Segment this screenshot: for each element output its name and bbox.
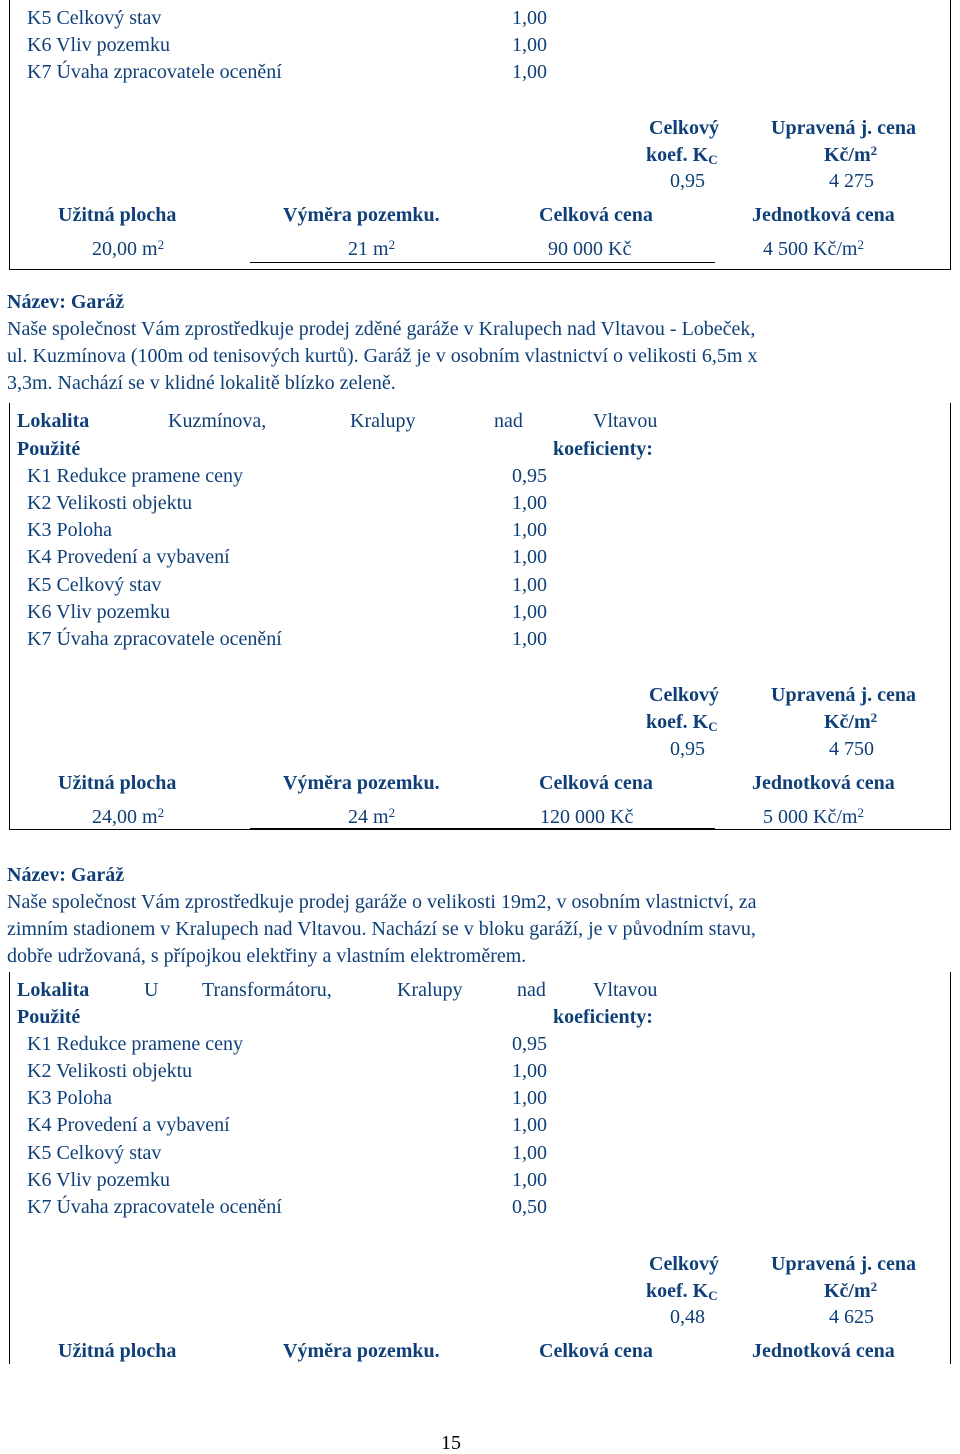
- total-coef: 0,95: [670, 738, 705, 760]
- coef-value: 1,00: [512, 519, 547, 541]
- listing-description: Naše společnost Vám zprostředkuje prodej garáže o velikosti 19m2, v osobním vlastnictví, za: [7, 891, 757, 913]
- coef-label: K5 Celkový stav: [27, 7, 162, 29]
- header-celkova: Celková cena: [539, 1340, 653, 1362]
- adjusted-price: 4 625: [829, 1306, 874, 1328]
- coef-label: K5 Celkový stav: [27, 1142, 162, 1164]
- coef-label: K6 Vliv pozemku: [27, 1169, 170, 1191]
- coef-label: K6 Vliv pozemku: [27, 34, 170, 56]
- coef-label: K6 Vliv pozemku: [27, 601, 170, 623]
- header-uzitna: Užitná plocha: [58, 204, 177, 226]
- header-jednotkova: Jednotková cena: [752, 204, 895, 226]
- land-area: 21 $m^2$: [348, 237, 396, 260]
- coef-label: K2 Velikosti objektu: [27, 492, 193, 514]
- coefficients-label: koeficienty:: [553, 438, 653, 460]
- location-word: Kralupy: [350, 410, 416, 432]
- location-word: Kralupy: [397, 979, 463, 1001]
- coef-value: 1,00: [512, 7, 547, 29]
- header-upravena: Upravená j. cena: [771, 1253, 916, 1275]
- listing-description: Naše společnost Vám zprostředkuje prodej zděné garáže v Kralupech nad Vltavou - Lobeček,: [7, 318, 756, 340]
- coef-value: 1,00: [512, 574, 547, 596]
- header-upravena: Upravená j. cena: [771, 117, 916, 139]
- location-word: U: [144, 979, 159, 1001]
- coef-value: 1,00: [512, 1114, 547, 1136]
- location-word: Vltavou: [593, 979, 658, 1001]
- underline: [250, 262, 715, 263]
- coef-label: K4 Provedení a vybavení: [27, 1114, 230, 1136]
- total-price: 120 000 Kč: [540, 806, 634, 828]
- location-word: Vltavou: [593, 410, 658, 432]
- frame-left: [9, 0, 10, 270]
- unit-price: 5 000 $Kč/m^2$: [763, 805, 864, 828]
- header-koef: koef. $K_C$: [646, 144, 718, 167]
- header-koef: koef. $K_C$: [646, 1280, 718, 1303]
- header-vymera: Výměra pozemku.: [283, 772, 440, 794]
- header-koef: koef. $K_C$: [646, 711, 718, 734]
- usable-area: 24,00 $m^2$: [92, 805, 165, 828]
- coef-value: 0,50: [512, 1196, 547, 1218]
- header-uzitna: Užitná plocha: [58, 1340, 177, 1362]
- coef-value: 1,00: [512, 1087, 547, 1109]
- coef-label: K5 Celkový stav: [27, 574, 162, 596]
- used-label: Použité: [17, 438, 81, 460]
- coef-label: K1 Redukce pramene ceny: [27, 465, 244, 487]
- location-label: Lokalita: [17, 979, 90, 1001]
- location-word: Transformátoru,: [202, 979, 332, 1001]
- frame-left: [9, 972, 10, 1364]
- coef-value: 1,00: [512, 1060, 547, 1082]
- coef-label: K4 Provedení a vybavení: [27, 546, 230, 568]
- header-uzitna: Užitná plocha: [58, 772, 177, 794]
- header-celkovy: Celkový: [649, 117, 719, 139]
- location-word: Kuzmínova,: [168, 410, 267, 432]
- location-word: nad: [517, 979, 546, 1001]
- coef-label: K7 Úvaha zpracovatele ocenění: [27, 628, 282, 650]
- frame-right: [950, 0, 951, 270]
- frame-left: [9, 403, 10, 829]
- frame-right: [950, 403, 951, 829]
- coef-label: K7 Úvaha zpracovatele ocenění: [27, 1196, 282, 1218]
- header-celkovy: Celkový: [649, 1253, 719, 1275]
- header-celkovy: Celkový: [649, 684, 719, 706]
- header-kc-m: $Kč/m^2$: [824, 710, 878, 733]
- listing-description: zimním stadionem v Kralupech nad Vltavou. Nachází se v bloku garáží, je v původním stavu,: [7, 918, 756, 940]
- land-area: 24 $m^2$: [348, 805, 396, 828]
- coef-value: 1,00: [512, 628, 547, 650]
- total-coef: 0,48: [670, 1306, 705, 1328]
- used-label: Použité: [17, 1006, 81, 1028]
- frame-right: [950, 972, 951, 1364]
- listing-description: dobře udržovaná, s přípojkou elektřiny a vlastním elektroměrem.: [7, 945, 527, 967]
- total-coef: 0,95: [670, 170, 705, 192]
- coef-value: 1,00: [512, 492, 547, 514]
- header-kc-m: $Kč/m^2$: [824, 143, 878, 166]
- coef-value: 1,00: [512, 601, 547, 623]
- listing-title: Název: Garáž: [7, 291, 125, 313]
- coef-value: 1,00: [512, 546, 547, 568]
- coef-label: K7 Úvaha zpracovatele ocenění: [27, 61, 282, 83]
- frame-bottom: [9, 269, 951, 270]
- coef-value: 0,95: [512, 1033, 547, 1055]
- listing-title: Název: Garáž: [7, 864, 125, 886]
- header-vymera: Výměra pozemku.: [283, 1340, 440, 1362]
- coef-value: 1,00: [512, 1142, 547, 1164]
- adjusted-price: 4 275: [829, 170, 874, 192]
- header-kc-m: $Kč/m^2$: [824, 1279, 878, 1302]
- location-label: Lokalita: [17, 410, 90, 432]
- header-vymera: Výměra pozemku.: [283, 204, 440, 226]
- header-jednotkova: Jednotková cena: [752, 1340, 895, 1362]
- coef-label: K3 Poloha: [27, 519, 112, 541]
- header-celkova: Celková cena: [539, 204, 653, 226]
- adjusted-price: 4 750: [829, 738, 874, 760]
- coef-value: 1,00: [512, 1169, 547, 1191]
- page-number: 15: [441, 1432, 461, 1454]
- coef-value: 1,00: [512, 61, 547, 83]
- header-celkova: Celková cena: [539, 772, 653, 794]
- coef-value: 0,95: [512, 465, 547, 487]
- coefficients-label: koeficienty:: [553, 1006, 653, 1028]
- listing-description: ul. Kuzmínova (100m od tenisových kurtů). Garáž je v osobním vlastnictví o velikosti 6,5m x: [7, 345, 758, 367]
- location-word: nad: [494, 410, 523, 432]
- coef-label: K3 Poloha: [27, 1087, 112, 1109]
- coef-value: 1,00: [512, 34, 547, 56]
- unit-price: 4 500 $Kč/m^2$: [763, 237, 864, 260]
- header-upravena: Upravená j. cena: [771, 684, 916, 706]
- coef-label: K2 Velikosti objektu: [27, 1060, 193, 1082]
- header-jednotkova: Jednotková cena: [752, 772, 895, 794]
- listing-description: 3,3m. Nachází se v klidné lokalitě blízko zeleně.: [7, 372, 396, 394]
- total-price: 90 000 Kč: [548, 238, 632, 260]
- frame-bottom: [9, 829, 951, 830]
- usable-area: 20,00 $m^2$: [92, 237, 165, 260]
- coef-label: K1 Redukce pramene ceny: [27, 1033, 244, 1055]
